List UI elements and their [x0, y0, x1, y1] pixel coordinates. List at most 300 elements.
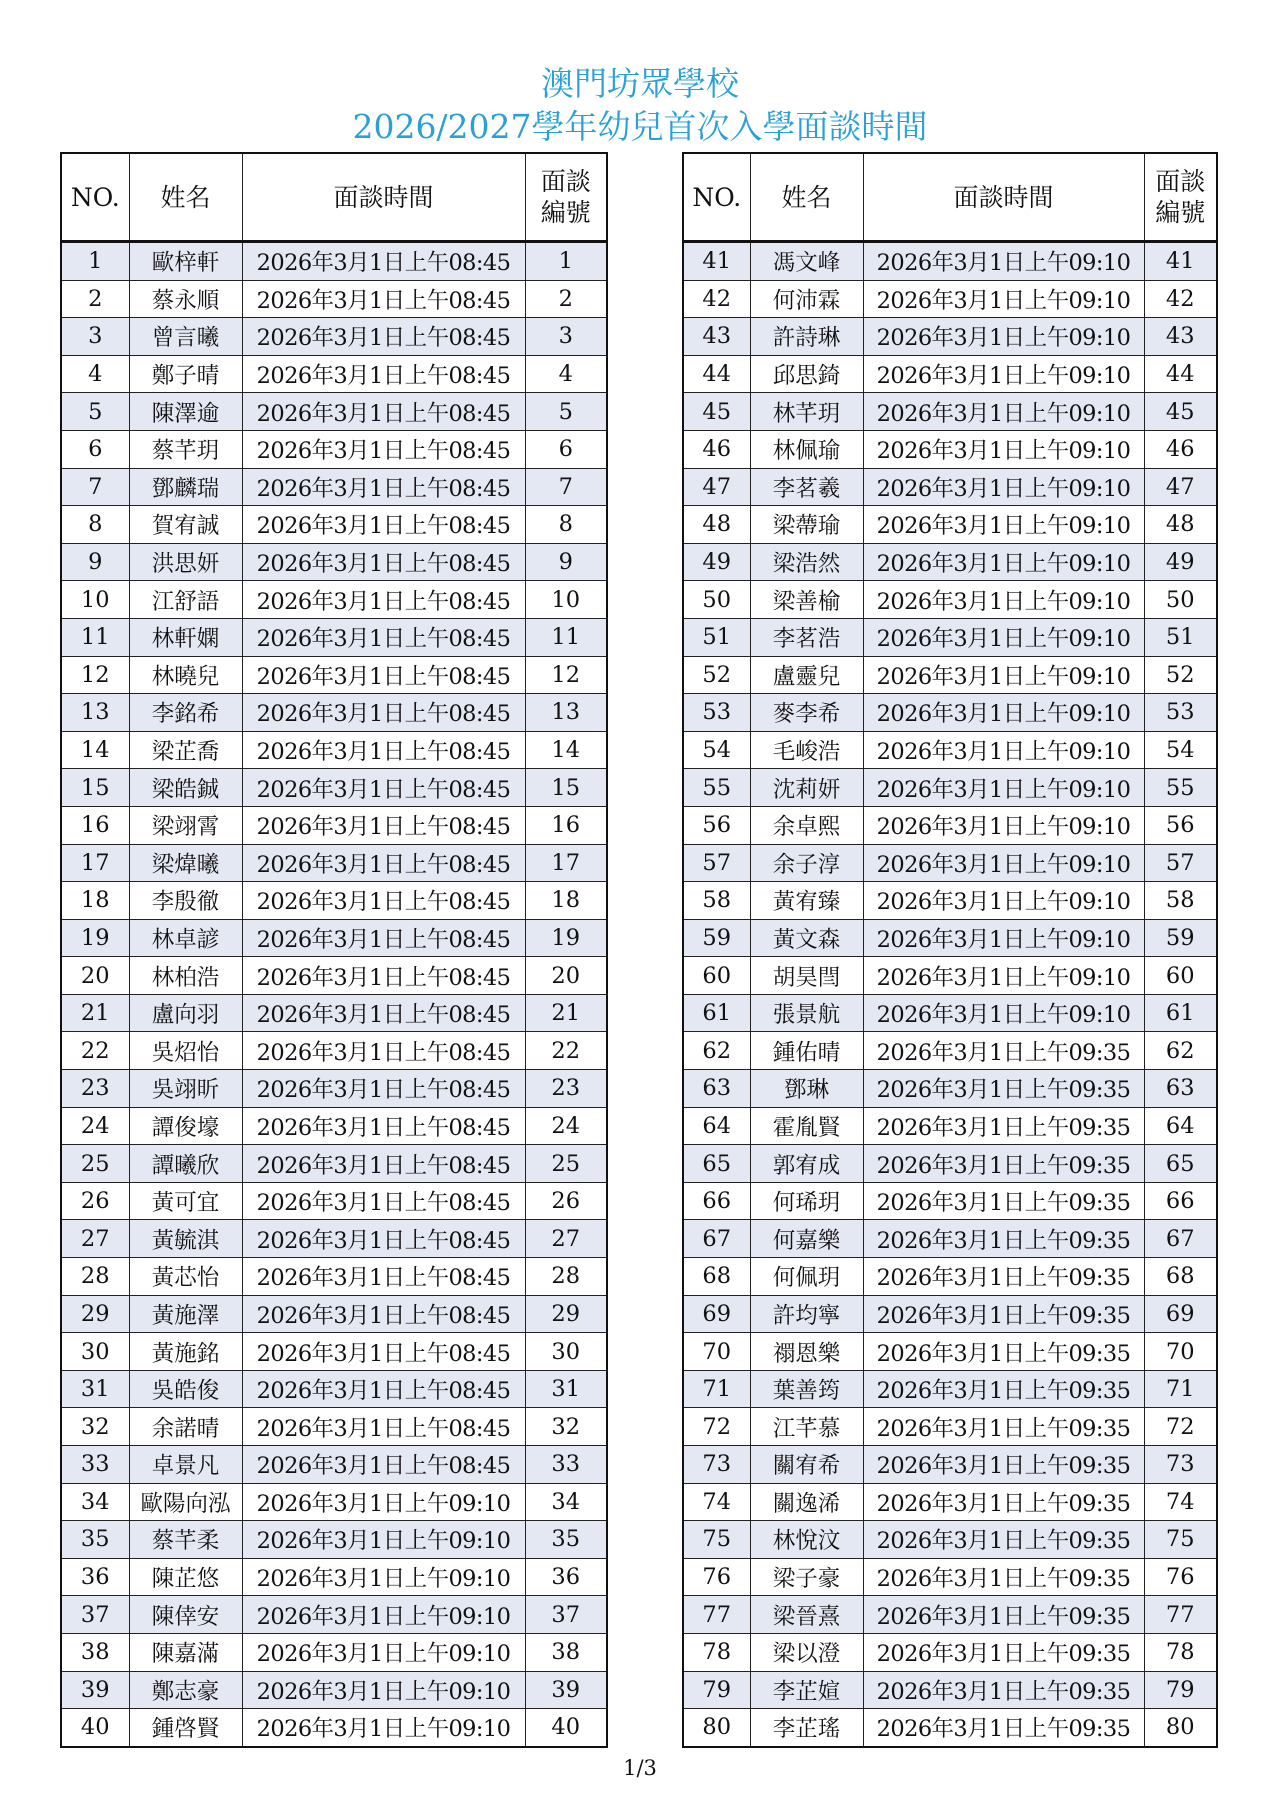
cell-name: 陳芷悠 — [129, 1558, 242, 1596]
cell-time: 2026年3月1日上午09:10 — [242, 1709, 525, 1747]
table-row — [61, 1709, 607, 1747]
cell-no: 24 — [61, 1107, 129, 1145]
cell-time: 2026年3月1日上午08:45 — [242, 1333, 525, 1371]
table-row — [683, 1408, 1217, 1446]
cell-time: 2026年3月1日上午09:10 — [242, 1558, 525, 1596]
cell-no: 6 — [61, 430, 129, 468]
header-code-line1: 面談 — [540, 167, 591, 196]
cell-no: 13 — [61, 694, 129, 732]
cell-code: 75 — [1144, 1521, 1217, 1559]
cell-no: 66 — [683, 1182, 750, 1220]
cell-no: 17 — [61, 844, 129, 882]
table-body-left — [61, 242, 607, 1747]
cell-code: 72 — [1144, 1408, 1217, 1446]
cell-no: 43 — [683, 318, 750, 356]
cell-time: 2026年3月1日上午08:45 — [242, 1295, 525, 1333]
table-row — [61, 1596, 607, 1634]
table-row — [683, 806, 1217, 844]
table-row — [61, 844, 607, 882]
cell-no: 58 — [683, 882, 750, 920]
cell-no: 46 — [683, 430, 750, 468]
cell-time: 2026年3月1日上午09:10 — [863, 731, 1144, 769]
cell-name: 郭宥成 — [750, 1145, 863, 1183]
cell-name: 林卓諺 — [129, 919, 242, 957]
cell-code: 30 — [525, 1333, 607, 1371]
cell-code: 76 — [1144, 1558, 1217, 1596]
cell-time: 2026年3月1日上午09:35 — [863, 1709, 1144, 1747]
cell-time: 2026年3月1日上午09:10 — [863, 318, 1144, 356]
cell-name: 林曉兒 — [129, 656, 242, 694]
cell-code: 53 — [1144, 694, 1217, 732]
table-row — [61, 694, 607, 732]
cell-code: 60 — [1144, 957, 1217, 995]
table-row — [61, 242, 607, 281]
table-row — [683, 1333, 1217, 1371]
cell-no: 36 — [61, 1558, 129, 1596]
table-row — [61, 1446, 607, 1484]
cell-time: 2026年3月1日上午08:45 — [242, 318, 525, 356]
cell-time: 2026年3月1日上午08:45 — [242, 393, 525, 431]
table-row — [683, 1145, 1217, 1183]
cell-name: 李茗浩 — [750, 618, 863, 656]
cell-no: 39 — [61, 1671, 129, 1709]
cell-no: 18 — [61, 882, 129, 920]
cell-time: 2026年3月1日上午08:45 — [242, 656, 525, 694]
cell-code: 5 — [525, 393, 607, 431]
cell-name: 江舒語 — [129, 581, 242, 619]
cell-name: 譚曦欣 — [129, 1145, 242, 1183]
cell-code: 23 — [525, 1070, 607, 1108]
table-row — [683, 1182, 1217, 1220]
table-row — [683, 1258, 1217, 1296]
table-row — [61, 1370, 607, 1408]
cell-name: 卓景凡 — [129, 1446, 242, 1484]
cell-name: 李殷徹 — [129, 882, 242, 920]
cell-name: 賀宥誠 — [129, 506, 242, 544]
table-row — [683, 1446, 1217, 1484]
cell-name: 鄧麟瑞 — [129, 468, 242, 506]
cell-code: 19 — [525, 919, 607, 957]
cell-no: 70 — [683, 1333, 750, 1371]
table-row — [683, 844, 1217, 882]
cell-code: 15 — [525, 769, 607, 807]
cell-no: 44 — [683, 355, 750, 393]
cell-name: 林佩瑜 — [750, 430, 863, 468]
cell-name: 許均寧 — [750, 1295, 863, 1333]
cell-time: 2026年3月1日上午09:10 — [863, 618, 1144, 656]
cell-name: 陳倖安 — [129, 1596, 242, 1634]
table-row — [683, 393, 1217, 431]
cell-name: 蔡永順 — [129, 280, 242, 318]
cell-name: 鍾啓賢 — [129, 1709, 242, 1747]
cell-no: 52 — [683, 656, 750, 694]
table-row — [61, 769, 607, 807]
header-name: 姓名 — [750, 153, 863, 242]
cell-name: 余諾晴 — [129, 1408, 242, 1446]
cell-no: 29 — [61, 1295, 129, 1333]
cell-name: 梁煒曦 — [129, 844, 242, 882]
cell-code: 63 — [1144, 1070, 1217, 1108]
cell-no: 64 — [683, 1107, 750, 1145]
cell-time: 2026年3月1日上午09:10 — [863, 919, 1144, 957]
header-code-line2: 編號 — [1155, 198, 1206, 227]
table-row — [683, 656, 1217, 694]
cell-code: 74 — [1144, 1483, 1217, 1521]
header-code — [1144, 153, 1217, 242]
cell-no: 76 — [683, 1558, 750, 1596]
cell-name: 梁晉熹 — [750, 1596, 863, 1634]
cell-name: 盧靈兒 — [750, 656, 863, 694]
table-row — [61, 1258, 607, 1296]
table-row — [683, 882, 1217, 920]
table-row — [683, 1220, 1217, 1258]
cell-name: 關逸浠 — [750, 1483, 863, 1521]
table-row — [683, 280, 1217, 318]
cell-time: 2026年3月1日上午09:35 — [863, 1671, 1144, 1709]
cell-name: 梁芷喬 — [129, 731, 242, 769]
cell-code: 28 — [525, 1258, 607, 1296]
cell-no: 45 — [683, 393, 750, 431]
cell-time: 2026年3月1日上午08:45 — [242, 355, 525, 393]
cell-time: 2026年3月1日上午09:10 — [863, 581, 1144, 619]
header-name: 姓名 — [129, 153, 242, 242]
cell-name: 何沛霖 — [750, 280, 863, 318]
table-row — [683, 430, 1217, 468]
cell-no: 65 — [683, 1145, 750, 1183]
cell-code: 10 — [525, 581, 607, 619]
cell-time: 2026年3月1日上午09:35 — [863, 1521, 1144, 1559]
cell-name: 馮文峰 — [750, 242, 863, 281]
cell-code: 65 — [1144, 1145, 1217, 1183]
cell-time: 2026年3月1日上午09:10 — [863, 468, 1144, 506]
cell-no: 8 — [61, 506, 129, 544]
table-row — [61, 1408, 607, 1446]
cell-time: 2026年3月1日上午08:45 — [242, 731, 525, 769]
cell-time: 2026年3月1日上午08:45 — [242, 468, 525, 506]
cell-no: 71 — [683, 1370, 750, 1408]
cell-no: 51 — [683, 618, 750, 656]
cell-code: 14 — [525, 731, 607, 769]
table-row — [683, 1596, 1217, 1634]
cell-name: 洪思妍 — [129, 543, 242, 581]
cell-time: 2026年3月1日上午09:10 — [863, 355, 1144, 393]
cell-code: 6 — [525, 430, 607, 468]
cell-name: 葉善筠 — [750, 1370, 863, 1408]
cell-code: 55 — [1144, 769, 1217, 807]
cell-code: 56 — [1144, 806, 1217, 844]
cell-code: 46 — [1144, 430, 1217, 468]
cell-time: 2026年3月1日上午09:10 — [863, 506, 1144, 544]
cell-name: 吳皓俊 — [129, 1370, 242, 1408]
cell-no: 16 — [61, 806, 129, 844]
cell-no: 33 — [61, 1446, 129, 1484]
cell-time: 2026年3月1日上午09:10 — [242, 1521, 525, 1559]
cell-no: 11 — [61, 618, 129, 656]
cell-name: 吳炤怡 — [129, 1032, 242, 1070]
cell-no: 55 — [683, 769, 750, 807]
table-row — [61, 280, 607, 318]
cell-code: 41 — [1144, 242, 1217, 281]
cell-name: 黃施澤 — [129, 1295, 242, 1333]
cell-no: 62 — [683, 1032, 750, 1070]
cell-code: 42 — [1144, 280, 1217, 318]
cell-code: 70 — [1144, 1333, 1217, 1371]
table-row — [61, 1295, 607, 1333]
cell-name: 梁以澄 — [750, 1633, 863, 1671]
cell-name: 沈莉妍 — [750, 769, 863, 807]
table-row — [61, 543, 607, 581]
cell-time: 2026年3月1日上午09:10 — [863, 806, 1144, 844]
cell-name: 麥李希 — [750, 694, 863, 732]
table-row — [61, 882, 607, 920]
cell-no: 37 — [61, 1596, 129, 1634]
cell-no: 40 — [61, 1709, 129, 1747]
cell-no: 34 — [61, 1483, 129, 1521]
cell-time: 2026年3月1日上午09:10 — [863, 242, 1144, 281]
cell-time: 2026年3月1日上午09:35 — [863, 1032, 1144, 1070]
cell-no: 74 — [683, 1483, 750, 1521]
cell-name: 余卓熙 — [750, 806, 863, 844]
table-row — [683, 318, 1217, 356]
cell-name: 鄭子晴 — [129, 355, 242, 393]
cell-name: 鍾佑晴 — [750, 1032, 863, 1070]
cell-time: 2026年3月1日上午08:45 — [242, 1182, 525, 1220]
cell-time: 2026年3月1日上午08:45 — [242, 1070, 525, 1108]
table-row — [683, 1483, 1217, 1521]
cell-time: 2026年3月1日上午09:10 — [863, 694, 1144, 732]
cell-name: 蔡芊柔 — [129, 1521, 242, 1559]
cell-time: 2026年3月1日上午08:45 — [242, 1446, 525, 1484]
cell-code: 52 — [1144, 656, 1217, 694]
cell-code: 47 — [1144, 468, 1217, 506]
table-row — [61, 656, 607, 694]
cell-time: 2026年3月1日上午09:10 — [242, 1671, 525, 1709]
cell-code: 50 — [1144, 581, 1217, 619]
cell-name: 梁翊霄 — [129, 806, 242, 844]
cell-code: 17 — [525, 844, 607, 882]
cell-no: 50 — [683, 581, 750, 619]
table-row — [61, 1671, 607, 1709]
table-row — [683, 468, 1217, 506]
table-row — [683, 543, 1217, 581]
cell-name: 李芷媗 — [750, 1671, 863, 1709]
cell-no: 3 — [61, 318, 129, 356]
cell-no: 79 — [683, 1671, 750, 1709]
cell-name: 梁皓鋮 — [129, 769, 242, 807]
table-row — [61, 919, 607, 957]
cell-name: 黃芯怡 — [129, 1258, 242, 1296]
table-row — [61, 957, 607, 995]
cell-name: 許詩琳 — [750, 318, 863, 356]
table-row — [683, 1558, 1217, 1596]
cell-no: 73 — [683, 1446, 750, 1484]
table-row — [683, 994, 1217, 1032]
cell-no: 60 — [683, 957, 750, 995]
cell-name: 李銘希 — [129, 694, 242, 732]
cell-no: 21 — [61, 994, 129, 1032]
cell-name: 何佩玥 — [750, 1258, 863, 1296]
cell-time: 2026年3月1日上午09:35 — [863, 1370, 1144, 1408]
cell-no: 53 — [683, 694, 750, 732]
cell-code: 67 — [1144, 1220, 1217, 1258]
cell-code: 13 — [525, 694, 607, 732]
cell-time: 2026年3月1日上午08:45 — [242, 280, 525, 318]
cell-name: 梁子豪 — [750, 1558, 863, 1596]
cell-code: 26 — [525, 1182, 607, 1220]
table-row — [683, 242, 1217, 281]
cell-code: 21 — [525, 994, 607, 1032]
cell-no: 4 — [61, 355, 129, 393]
cell-time: 2026年3月1日上午08:45 — [242, 1408, 525, 1446]
cell-code: 43 — [1144, 318, 1217, 356]
cell-code: 73 — [1144, 1446, 1217, 1484]
cell-code: 59 — [1144, 919, 1217, 957]
table-row — [61, 731, 607, 769]
cell-time: 2026年3月1日上午09:35 — [863, 1070, 1144, 1108]
cell-code: 39 — [525, 1671, 607, 1709]
cell-time: 2026年3月1日上午09:35 — [863, 1446, 1144, 1484]
cell-time: 2026年3月1日上午08:45 — [242, 957, 525, 995]
cell-code: 62 — [1144, 1032, 1217, 1070]
cell-time: 2026年3月1日上午09:35 — [863, 1182, 1144, 1220]
cell-no: 57 — [683, 844, 750, 882]
cell-name: 何嘉樂 — [750, 1220, 863, 1258]
cell-no: 7 — [61, 468, 129, 506]
cell-no: 26 — [61, 1182, 129, 1220]
cell-name: 鄧琳 — [750, 1070, 863, 1108]
table-header-row — [683, 153, 1217, 242]
table-header-row — [61, 153, 607, 242]
cell-no: 31 — [61, 1370, 129, 1408]
cell-no: 63 — [683, 1070, 750, 1108]
table-row — [61, 1483, 607, 1521]
cell-no: 49 — [683, 543, 750, 581]
table-row — [683, 1370, 1217, 1408]
cell-code: 69 — [1144, 1295, 1217, 1333]
table-row — [683, 731, 1217, 769]
cell-time: 2026年3月1日上午09:10 — [863, 844, 1144, 882]
cell-no: 59 — [683, 919, 750, 957]
table-row — [61, 581, 607, 619]
cell-time: 2026年3月1日上午08:45 — [242, 994, 525, 1032]
cell-code: 18 — [525, 882, 607, 920]
cell-time: 2026年3月1日上午08:45 — [242, 242, 525, 281]
cell-time: 2026年3月1日上午09:10 — [242, 1633, 525, 1671]
cell-time: 2026年3月1日上午09:10 — [863, 769, 1144, 807]
cell-no: 68 — [683, 1258, 750, 1296]
table-row — [683, 1070, 1217, 1108]
header-code — [525, 153, 607, 242]
cell-code: 80 — [1144, 1709, 1217, 1747]
cell-code: 37 — [525, 1596, 607, 1634]
cell-code: 34 — [525, 1483, 607, 1521]
cell-no: 69 — [683, 1295, 750, 1333]
cell-name: 胡昊閆 — [750, 957, 863, 995]
cell-code: 57 — [1144, 844, 1217, 882]
cell-no: 42 — [683, 280, 750, 318]
cell-no: 15 — [61, 769, 129, 807]
cell-code: 29 — [525, 1295, 607, 1333]
cell-time: 2026年3月1日上午09:35 — [863, 1633, 1144, 1671]
cell-name: 黃宥臻 — [750, 882, 863, 920]
cell-name: 毛峻浩 — [750, 731, 863, 769]
cell-name: 李茗羲 — [750, 468, 863, 506]
cell-no: 9 — [61, 543, 129, 581]
cell-no: 38 — [61, 1633, 129, 1671]
cell-code: 71 — [1144, 1370, 1217, 1408]
cell-time: 2026年3月1日上午08:45 — [242, 506, 525, 544]
cell-no: 27 — [61, 1220, 129, 1258]
cell-name: 曾言曦 — [129, 318, 242, 356]
cell-time: 2026年3月1日上午09:35 — [863, 1596, 1144, 1634]
document-title: 2026/2027學年幼兒首次入學面談時間 — [352, 107, 928, 146]
table-row — [61, 1070, 607, 1108]
cell-name: 陳澤逾 — [129, 393, 242, 431]
cell-time: 2026年3月1日上午09:10 — [863, 543, 1144, 581]
header-time: 面談時間 — [242, 153, 525, 242]
cell-no: 41 — [683, 242, 750, 281]
cell-code: 31 — [525, 1370, 607, 1408]
cell-name: 歐陽向泓 — [129, 1483, 242, 1521]
cell-name: 張景航 — [750, 994, 863, 1032]
cell-code: 54 — [1144, 731, 1217, 769]
cell-time: 2026年3月1日上午09:10 — [863, 393, 1144, 431]
cell-code: 44 — [1144, 355, 1217, 393]
cell-time: 2026年3月1日上午08:45 — [242, 1107, 525, 1145]
cell-time: 2026年3月1日上午08:45 — [242, 919, 525, 957]
cell-name: 關宥希 — [750, 1446, 863, 1484]
cell-time: 2026年3月1日上午09:35 — [863, 1107, 1144, 1145]
cell-time: 2026年3月1日上午09:10 — [863, 882, 1144, 920]
table-row — [683, 919, 1217, 957]
cell-name: 邱思錡 — [750, 355, 863, 393]
header-code-line2: 編號 — [540, 198, 591, 227]
cell-name: 何琋玥 — [750, 1182, 863, 1220]
cell-no: 2 — [61, 280, 129, 318]
header-time: 面談時間 — [863, 153, 1144, 242]
cell-code: 24 — [525, 1107, 607, 1145]
cell-time: 2026年3月1日上午09:10 — [863, 430, 1144, 468]
cell-name: 鄭志豪 — [129, 1671, 242, 1709]
cell-no: 78 — [683, 1633, 750, 1671]
cell-time: 2026年3月1日上午09:35 — [863, 1220, 1144, 1258]
table-row — [61, 1182, 607, 1220]
table-row — [683, 506, 1217, 544]
header-no: NO. — [61, 153, 129, 242]
cell-no: 35 — [61, 1521, 129, 1559]
cell-name: 黃文森 — [750, 919, 863, 957]
cell-time: 2026年3月1日上午08:45 — [242, 430, 525, 468]
cell-time: 2026年3月1日上午09:35 — [863, 1258, 1144, 1296]
cell-code: 68 — [1144, 1258, 1217, 1296]
title-block — [0, 62, 1280, 148]
table-row — [61, 994, 607, 1032]
cell-time: 2026年3月1日上午09:35 — [863, 1408, 1144, 1446]
table-row — [683, 618, 1217, 656]
cell-time: 2026年3月1日上午08:45 — [242, 882, 525, 920]
cell-time: 2026年3月1日上午09:10 — [863, 994, 1144, 1032]
table-row — [61, 1032, 607, 1070]
cell-no: 80 — [683, 1709, 750, 1747]
table-row — [683, 1633, 1217, 1671]
cell-code: 11 — [525, 618, 607, 656]
cell-name: 林軒嫻 — [129, 618, 242, 656]
table-row — [61, 468, 607, 506]
cell-code: 33 — [525, 1446, 607, 1484]
cell-name: 譚俊壕 — [129, 1107, 242, 1145]
table-row — [61, 1220, 607, 1258]
table-row — [683, 1032, 1217, 1070]
